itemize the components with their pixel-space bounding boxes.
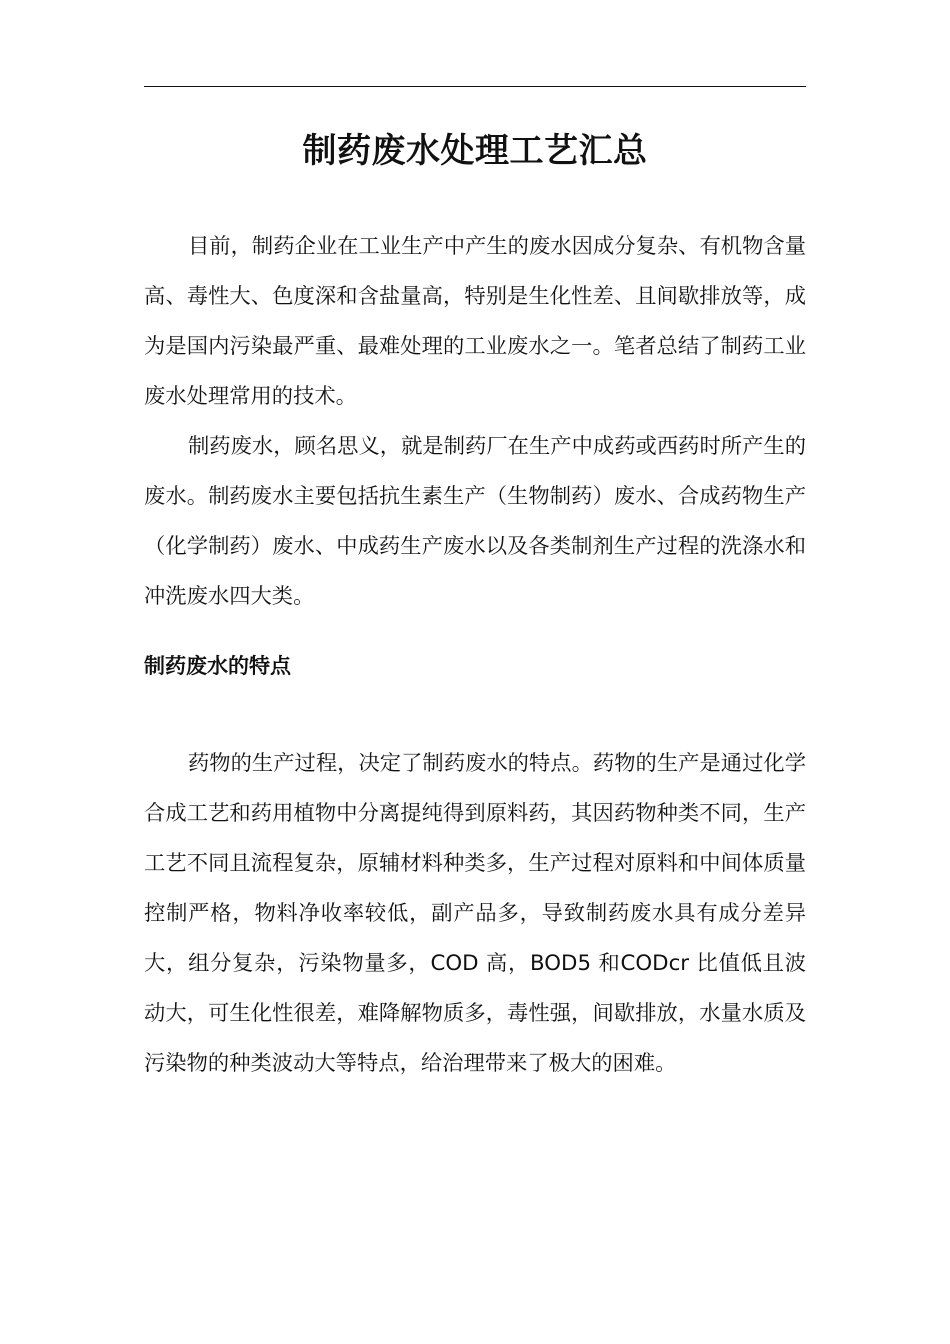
intro-paragraph: 目前，制药企业在工业生产中产生的废水因成分复杂、有机物含量高、毒性大、色度深和含盐量高，特别是生化性差、且间歇排放等，成为是国内污染最严重、最难处理的工业废水之一。笔者总结了制药工业废水处理常用的技术。 <box>144 234 806 409</box>
header-rule <box>144 86 806 87</box>
definition-paragraph: 制药废水，顾名思义，就是制药厂在生产中成药或西药时所产生的废水。制药废水主要包括抗生素生产（生物制药）废水、合成药物生产（化学制药）废水、中成药生产废水以及各类制剂生产过程的洗涤水和冲洗废水四大类。 <box>144 434 806 609</box>
document-body <box>144 222 806 1089</box>
characteristics-paragraph: 药物的生产过程，决定了制药废水的特点。药物的生产是通过化学合成工艺和药用植物中分离提纯得到原料药，其因药物种类不同，生产工艺不同且流程复杂，原辅材料种类多，生产过程对原料和中间体质量控制严格，物料净收率较低，副产品多，导致制药废水具有成分差异大，组分复杂，污染物量多，COD 高，BOD5 和CODcr 比值低且波动大，可生化性很差，难降解物质多，毒性强，间歇排放，水量水质及污染物的种类波动大等特点，给治理带来了极大的困难。 <box>144 751 806 1076</box>
document-title: 制药废水处理工艺汇总 <box>302 131 648 171</box>
section-heading: 制药废水的特点 <box>144 654 291 678</box>
